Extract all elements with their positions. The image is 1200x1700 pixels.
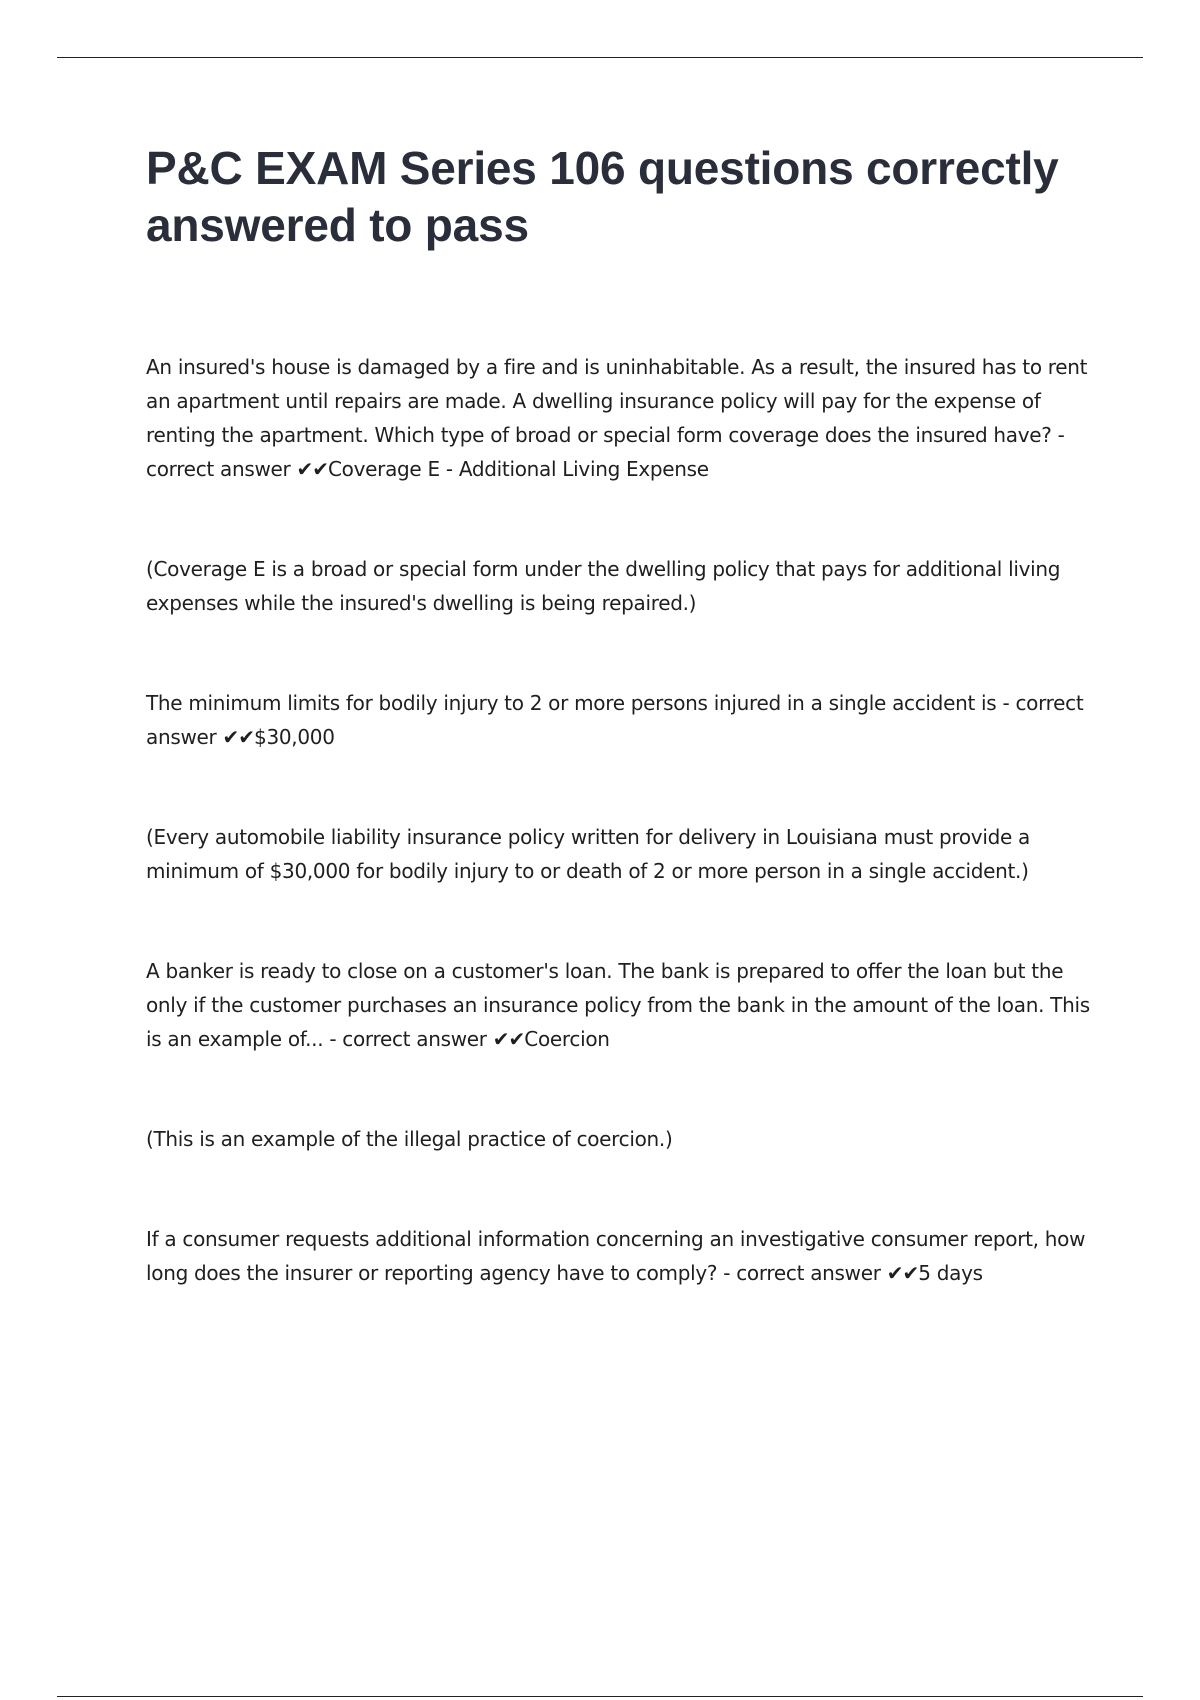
- explanation-entry: [146, 820, 1106, 888]
- document-title: P&C EXAM Series 106 questions correctly answered to pass: [146, 142, 1059, 251]
- explanation-text: (Every automobile liability insurance policy written for delivery in Louisiana must provide a minimum of $30,000 for bodily injury to or death of 2 or more person in a single accident.): [146, 825, 1030, 883]
- checkmark-icon: ✔✔: [296, 457, 328, 481]
- question-text: If a consumer requests additional information concerning an investigative consumer report, how long does the insurer or reporting agency have to comply? - correct answer: [146, 1227, 1086, 1285]
- checkmark-icon: ✔✔: [886, 1261, 919, 1285]
- question-text: A banker is ready to close on a customer's loan. The bank is prepared to offer the loan but the only if the customer purchases an insurance policy from the bank in the amount of the loan. This is an example of... - correct answer: [146, 959, 1090, 1051]
- answer-text: 5 days: [918, 1261, 983, 1285]
- question-text: The minimum limits for bodily injury to 2 or more persons injured in a single accident is - correct answer: [146, 691, 1084, 749]
- qa-entry: [146, 954, 1106, 1056]
- top-rule: [57, 57, 1143, 58]
- qa-entry: [146, 686, 1106, 754]
- explanation-text: (Coverage E is a broad or special form under the dwelling policy that pays for additional living expenses while the insured's dwelling is being repaired.): [146, 557, 1061, 615]
- qa-entry: [146, 350, 1106, 486]
- explanation-entry: [146, 1122, 1106, 1156]
- bottom-rule: [57, 1696, 1143, 1697]
- qa-entry: [146, 1222, 1106, 1290]
- explanation-text: (This is an example of the illegal practice of coercion.): [146, 1127, 673, 1151]
- document-page: [146, 140, 1106, 1356]
- qa-list: [146, 350, 1106, 1290]
- checkmark-icon: ✔✔: [492, 1027, 525, 1051]
- answer-text: Coercion: [524, 1027, 610, 1051]
- answer-text: Coverage E - Additional Living Expense: [328, 457, 709, 481]
- explanation-entry: [146, 552, 1106, 620]
- answer-text: $30,000: [254, 725, 335, 749]
- checkmark-icon: ✔✔: [222, 725, 255, 749]
- question-text: An insured's house is damaged by a fire and is uninhabitable. As a result, the insured has to rent an apartment until repairs are made. A dwelling insurance policy will pay for the expense of renting the apartment. Which type of broad or special form coverage does the insured have? - correct answer: [146, 355, 1088, 481]
